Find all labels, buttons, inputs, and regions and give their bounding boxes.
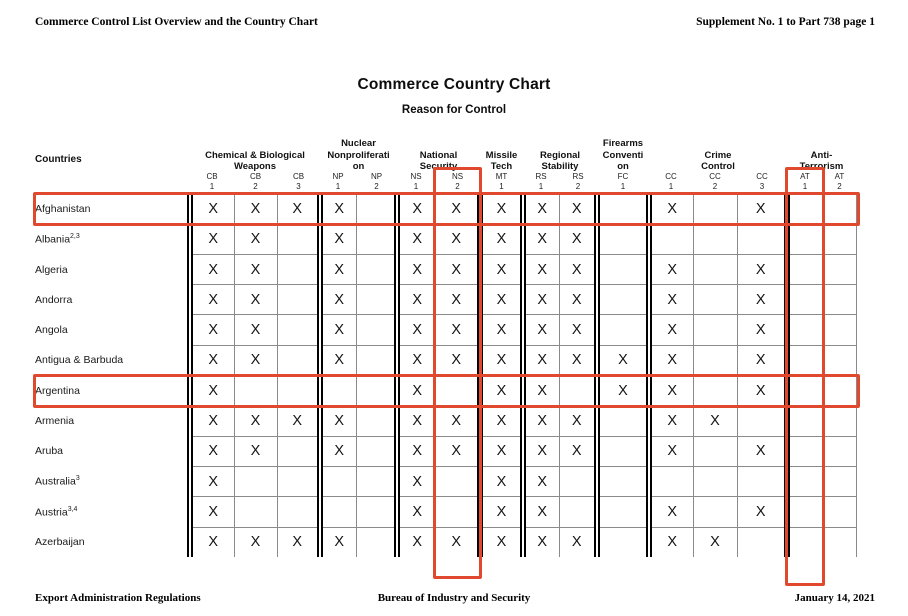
mark-cell-cb2: X bbox=[234, 285, 277, 315]
mark-cell-at1 bbox=[787, 285, 823, 315]
mark-cell-rs1: X bbox=[523, 497, 559, 527]
mark-cell-ns2: X bbox=[435, 436, 480, 466]
mark-cell-cc3: X bbox=[737, 285, 787, 315]
mark-cell-mt1: X bbox=[480, 285, 523, 315]
country-chart-table bbox=[35, 126, 857, 557]
mark-cell-ns2 bbox=[435, 466, 480, 496]
mark-cell-cc1: X bbox=[649, 194, 693, 224]
mark-cell-np1: X bbox=[320, 527, 356, 557]
mark-cell-ns1: X bbox=[397, 527, 435, 557]
mark-cell-ns2: X bbox=[435, 254, 480, 284]
mark-cell-fc1 bbox=[597, 194, 649, 224]
table-row bbox=[35, 285, 856, 315]
country-cell-australia: Australia$^3$ bbox=[35, 475, 80, 488]
mark-cell-fc1 bbox=[597, 254, 649, 284]
mark-cell-rs2 bbox=[559, 466, 597, 496]
mark-cell-np2 bbox=[356, 527, 397, 557]
column-header-at1: AT 1 bbox=[800, 172, 810, 192]
mark-cell-np2 bbox=[356, 406, 397, 436]
mark-cell-ns1: X bbox=[397, 406, 435, 436]
mark-cell-ns1: X bbox=[397, 254, 435, 284]
mark-cell-np1: X bbox=[320, 285, 356, 315]
mark-cell-rs1: X bbox=[523, 466, 559, 496]
mark-cell-rs2: X bbox=[559, 224, 597, 254]
mark-cell-np1: X bbox=[320, 315, 356, 345]
group-header-cc: Crime Control bbox=[701, 149, 735, 172]
country-cell-angola: Angola bbox=[35, 324, 68, 337]
group-header-cb: Chemical & Biological Weapons bbox=[205, 149, 305, 172]
mark-cell-cb1: X bbox=[190, 224, 234, 254]
mark-cell-ns2: X bbox=[435, 406, 480, 436]
mark-cell-ns2: X bbox=[435, 224, 480, 254]
mark-cell-at2 bbox=[823, 254, 856, 284]
country-cell-azerbaijan: Azerbaijan bbox=[35, 536, 85, 549]
mark-cell-cb2: X bbox=[234, 345, 277, 375]
mark-cell-np1 bbox=[320, 497, 356, 527]
column-header-rs2: RS 2 bbox=[572, 172, 584, 192]
mark-cell-ns2: X bbox=[435, 285, 480, 315]
mark-cell-cc1: X bbox=[649, 345, 693, 375]
mark-cell-cc1: X bbox=[649, 406, 693, 436]
mark-cell-cb3: X bbox=[277, 406, 320, 436]
mark-cell-cc2 bbox=[693, 436, 737, 466]
mark-cell-cc1: X bbox=[649, 527, 693, 557]
mark-cell-at1 bbox=[787, 497, 823, 527]
column-header-fc1: FC 1 bbox=[617, 172, 629, 192]
mark-cell-cc3: X bbox=[737, 194, 787, 224]
mark-cell-cb1: X bbox=[190, 406, 234, 436]
mark-cell-cb1: X bbox=[190, 527, 234, 557]
mark-cell-cc3: X bbox=[737, 345, 787, 375]
mark-cell-at2 bbox=[823, 224, 856, 254]
group-header-mt: Missile Tech bbox=[485, 149, 518, 172]
mark-cell-cb1: X bbox=[190, 315, 234, 345]
mark-cell-np2 bbox=[356, 254, 397, 284]
country-cell-armenia: Armenia bbox=[35, 415, 75, 427]
mark-cell-cc3: X bbox=[737, 376, 787, 406]
mark-cell-cb3 bbox=[277, 254, 320, 284]
mark-cell-at2 bbox=[823, 497, 856, 527]
mark-cell-fc1: X bbox=[597, 376, 649, 406]
mark-cell-cc1 bbox=[649, 466, 693, 496]
countries-header: Countries bbox=[35, 154, 82, 166]
mark-cell-rs1: X bbox=[523, 254, 559, 284]
mark-cell-mt1: X bbox=[480, 527, 523, 557]
mark-cell-at1 bbox=[787, 315, 823, 345]
mark-cell-cc2 bbox=[693, 285, 737, 315]
mark-cell-rs2: X bbox=[559, 315, 597, 345]
mark-cell-at1 bbox=[787, 194, 823, 224]
mark-cell-cc2 bbox=[693, 345, 737, 375]
country-cell-afghanistan: Afghanistan bbox=[35, 202, 91, 215]
mark-cell-ns2 bbox=[435, 497, 480, 527]
mark-cell-cb1: X bbox=[190, 466, 234, 496]
mark-cell-at2 bbox=[823, 406, 856, 436]
column-header-ns2: NS 2 bbox=[451, 172, 464, 192]
mark-cell-cb3 bbox=[277, 345, 320, 375]
mark-cell-cb3: X bbox=[277, 527, 320, 557]
mark-cell-rs1: X bbox=[523, 315, 559, 345]
mark-cell-at2 bbox=[823, 527, 856, 557]
mark-cell-ns2: X bbox=[435, 345, 480, 375]
country-cell-andorra: Andorra bbox=[35, 293, 73, 306]
mark-cell-at2 bbox=[823, 376, 856, 406]
mark-cell-cc1: X bbox=[649, 254, 693, 284]
mark-cell-rs2 bbox=[559, 376, 597, 406]
mark-cell-mt1: X bbox=[480, 254, 523, 284]
country-cell-argentina: Argentina bbox=[35, 384, 80, 397]
table-row bbox=[35, 527, 856, 557]
doc-header-right: Supplement No. 1 to Part 738 page 1 bbox=[696, 16, 875, 28]
mark-cell-cb1: X bbox=[190, 254, 234, 284]
column-header-mt1: MT 1 bbox=[495, 172, 508, 192]
table-row bbox=[35, 345, 856, 375]
table-row bbox=[35, 194, 856, 224]
mark-cell-fc1 bbox=[597, 436, 649, 466]
column-header-cc3: CC 3 bbox=[756, 172, 768, 192]
mark-cell-cb1: X bbox=[190, 436, 234, 466]
footer-center: Bureau of Industry and Security bbox=[377, 592, 531, 604]
mark-cell-rs2: X bbox=[559, 436, 597, 466]
mark-cell-cb3: X bbox=[277, 194, 320, 224]
mark-cell-at1 bbox=[787, 436, 823, 466]
mark-cell-rs2 bbox=[559, 497, 597, 527]
table-row bbox=[35, 315, 856, 345]
mark-cell-at1 bbox=[787, 527, 823, 557]
mark-cell-cb2: X bbox=[234, 194, 277, 224]
mark-cell-rs2: X bbox=[559, 285, 597, 315]
chart-title: Commerce Country Chart bbox=[357, 76, 551, 93]
mark-cell-np2 bbox=[356, 194, 397, 224]
column-header-cc1: CC 1 bbox=[665, 172, 677, 192]
mark-cell-rs2: X bbox=[559, 345, 597, 375]
mark-cell-cb2 bbox=[234, 376, 277, 406]
group-header-at: Anti- Terrorism bbox=[799, 149, 844, 172]
mark-cell-rs1: X bbox=[523, 436, 559, 466]
group-header-rs: Regional Stability bbox=[539, 149, 581, 172]
mark-cell-at2 bbox=[823, 315, 856, 345]
mark-cell-ns1: X bbox=[397, 224, 435, 254]
table-row bbox=[35, 376, 856, 406]
mark-cell-rs1: X bbox=[523, 376, 559, 406]
mark-cell-fc1 bbox=[597, 497, 649, 527]
mark-cell-cc3 bbox=[737, 527, 787, 557]
mark-cell-ns2 bbox=[435, 376, 480, 406]
mark-cell-cc3 bbox=[737, 466, 787, 496]
group-header-ns: National Security bbox=[419, 149, 458, 172]
table-row bbox=[35, 406, 856, 436]
footer-left: Export Administration Regulations bbox=[35, 592, 201, 604]
doc-header-left: Commerce Control List Overview and the Country Chart bbox=[35, 16, 318, 28]
mark-cell-np2 bbox=[356, 466, 397, 496]
mark-cell-cb3 bbox=[277, 466, 320, 496]
country-cell-aruba: Aruba bbox=[35, 445, 64, 458]
mark-cell-cc2: X bbox=[693, 527, 737, 557]
mark-cell-fc1 bbox=[597, 466, 649, 496]
mark-cell-cc3: X bbox=[737, 436, 787, 466]
mark-cell-cc2 bbox=[693, 497, 737, 527]
mark-cell-at1 bbox=[787, 224, 823, 254]
mark-cell-fc1 bbox=[597, 527, 649, 557]
mark-cell-at1 bbox=[787, 406, 823, 436]
mark-cell-np2 bbox=[356, 376, 397, 406]
mark-cell-fc1: X bbox=[597, 345, 649, 375]
mark-cell-cb1: X bbox=[190, 345, 234, 375]
mark-cell-cb2 bbox=[234, 497, 277, 527]
table-row bbox=[35, 497, 856, 527]
mark-cell-cc1: X bbox=[649, 497, 693, 527]
mark-cell-np1: X bbox=[320, 194, 356, 224]
mark-cell-rs1: X bbox=[523, 406, 559, 436]
column-header-rs1: RS 1 bbox=[535, 172, 547, 192]
mark-cell-np1: X bbox=[320, 436, 356, 466]
mark-cell-cc1: X bbox=[649, 436, 693, 466]
mark-cell-cc1: X bbox=[649, 315, 693, 345]
column-header-np2: NP 2 bbox=[370, 172, 383, 192]
mark-cell-np2 bbox=[356, 285, 397, 315]
mark-cell-fc1 bbox=[597, 406, 649, 436]
column-header-np1: NP 1 bbox=[332, 172, 344, 192]
mark-cell-mt1: X bbox=[480, 497, 523, 527]
mark-cell-ns1: X bbox=[397, 285, 435, 315]
country-cell-austria: Austria$^{3,4}$ bbox=[35, 505, 78, 519]
mark-cell-cc2 bbox=[693, 376, 737, 406]
mark-cell-ns2: X bbox=[435, 315, 480, 345]
country-cell-antigua-barbuda: Antigua & Barbuda bbox=[35, 354, 124, 367]
mark-cell-rs1: X bbox=[523, 194, 559, 224]
mark-cell-at2 bbox=[823, 194, 856, 224]
mark-cell-rs2: X bbox=[559, 527, 597, 557]
mark-cell-at2 bbox=[823, 466, 856, 496]
mark-cell-np2 bbox=[356, 436, 397, 466]
footer-right: January 14, 2021 bbox=[794, 592, 875, 604]
mark-cell-mt1: X bbox=[480, 194, 523, 224]
mark-cell-np1: X bbox=[320, 406, 356, 436]
mark-cell-ns1: X bbox=[397, 497, 435, 527]
mark-cell-np1 bbox=[320, 376, 356, 406]
mark-cell-at1 bbox=[787, 376, 823, 406]
mark-cell-mt1: X bbox=[480, 376, 523, 406]
mark-cell-at2 bbox=[823, 345, 856, 375]
mark-cell-cc2 bbox=[693, 254, 737, 284]
mark-cell-rs2: X bbox=[559, 254, 597, 284]
mark-cell-cc3 bbox=[737, 406, 787, 436]
mark-cell-cb2: X bbox=[234, 527, 277, 557]
mark-cell-at2 bbox=[823, 285, 856, 315]
column-header-ns1: NS 1 bbox=[410, 172, 422, 192]
mark-cell-mt1: X bbox=[480, 315, 523, 345]
mark-cell-np1: X bbox=[320, 254, 356, 284]
mark-cell-cb2: X bbox=[234, 224, 277, 254]
mark-cell-cb2: X bbox=[234, 315, 277, 345]
group-header-np: Nuclear Nonproliferati on bbox=[327, 138, 390, 172]
mark-cell-cb1: X bbox=[190, 285, 234, 315]
mark-cell-cc1: X bbox=[649, 376, 693, 406]
table-row bbox=[35, 436, 856, 466]
mark-cell-cb1: X bbox=[190, 497, 234, 527]
mark-cell-cc2 bbox=[693, 224, 737, 254]
mark-cell-fc1 bbox=[597, 315, 649, 345]
mark-cell-np2 bbox=[356, 224, 397, 254]
mark-cell-ns1: X bbox=[397, 345, 435, 375]
mark-cell-np1: X bbox=[320, 224, 356, 254]
mark-cell-cc1 bbox=[649, 224, 693, 254]
mark-cell-cb1: X bbox=[190, 376, 234, 406]
mark-cell-np1: X bbox=[320, 345, 356, 375]
mark-cell-rs2: X bbox=[559, 406, 597, 436]
table-row bbox=[35, 466, 856, 496]
mark-cell-cc2 bbox=[693, 466, 737, 496]
mark-cell-rs1: X bbox=[523, 527, 559, 557]
country-cell-albania: Albania$^{2,3}$ bbox=[35, 232, 80, 246]
mark-cell-ns1: X bbox=[397, 436, 435, 466]
mark-cell-cb3 bbox=[277, 376, 320, 406]
column-header-at2: AT 2 bbox=[834, 172, 845, 192]
mark-cell-cb2: X bbox=[234, 436, 277, 466]
mark-cell-rs1: X bbox=[523, 345, 559, 375]
mark-cell-np2 bbox=[356, 345, 397, 375]
mark-cell-cc2 bbox=[693, 194, 737, 224]
column-header-cb2: CB 2 bbox=[249, 172, 262, 192]
mark-cell-rs1: X bbox=[523, 285, 559, 315]
mark-cell-at1 bbox=[787, 345, 823, 375]
mark-cell-cc2 bbox=[693, 315, 737, 345]
mark-cell-cc2: X bbox=[693, 406, 737, 436]
mark-cell-cb2: X bbox=[234, 406, 277, 436]
group-header-fc: Firearms Conventi on bbox=[602, 138, 644, 172]
mark-cell-cb2 bbox=[234, 466, 277, 496]
mark-cell-ns1: X bbox=[397, 376, 435, 406]
mark-cell-mt1: X bbox=[480, 466, 523, 496]
mark-cell-ns1: X bbox=[397, 194, 435, 224]
mark-cell-ns2: X bbox=[435, 527, 480, 557]
mark-cell-cc3 bbox=[737, 224, 787, 254]
mark-cell-cb2: X bbox=[234, 254, 277, 284]
mark-cell-cb1: X bbox=[190, 194, 234, 224]
mark-cell-np1 bbox=[320, 466, 356, 496]
mark-cell-at2 bbox=[823, 436, 856, 466]
mark-cell-cb3 bbox=[277, 285, 320, 315]
mark-cell-mt1: X bbox=[480, 345, 523, 375]
mark-cell-rs2: X bbox=[559, 194, 597, 224]
mark-cell-cb3 bbox=[277, 436, 320, 466]
table-row bbox=[35, 224, 856, 254]
mark-cell-np2 bbox=[356, 315, 397, 345]
mark-cell-cb3 bbox=[277, 224, 320, 254]
chart-subtitle: Reason for Control bbox=[401, 104, 507, 116]
mark-cell-fc1 bbox=[597, 285, 649, 315]
mark-cell-cb3 bbox=[277, 315, 320, 345]
column-header-cb1: CB 1 bbox=[206, 172, 218, 192]
mark-cell-cc1: X bbox=[649, 285, 693, 315]
column-header-cb3: CB 3 bbox=[292, 172, 305, 192]
country-cell-algeria: Algeria bbox=[35, 263, 68, 276]
column-header-cc2: CC 2 bbox=[709, 172, 721, 192]
mark-cell-cc3: X bbox=[737, 497, 787, 527]
mark-cell-cc3: X bbox=[737, 315, 787, 345]
mark-cell-ns1: X bbox=[397, 315, 435, 345]
mark-cell-np2 bbox=[356, 497, 397, 527]
mark-cell-cb3 bbox=[277, 497, 320, 527]
mark-cell-mt1: X bbox=[480, 436, 523, 466]
table-row bbox=[35, 254, 856, 284]
mark-cell-rs1: X bbox=[523, 224, 559, 254]
mark-cell-fc1 bbox=[597, 224, 649, 254]
mark-cell-mt1: X bbox=[480, 224, 523, 254]
mark-cell-at1 bbox=[787, 254, 823, 284]
mark-cell-ns2: X bbox=[435, 194, 480, 224]
mark-cell-cc3: X bbox=[737, 254, 787, 284]
mark-cell-mt1: X bbox=[480, 406, 523, 436]
mark-cell-at1 bbox=[787, 466, 823, 496]
mark-cell-ns1: X bbox=[397, 466, 435, 496]
